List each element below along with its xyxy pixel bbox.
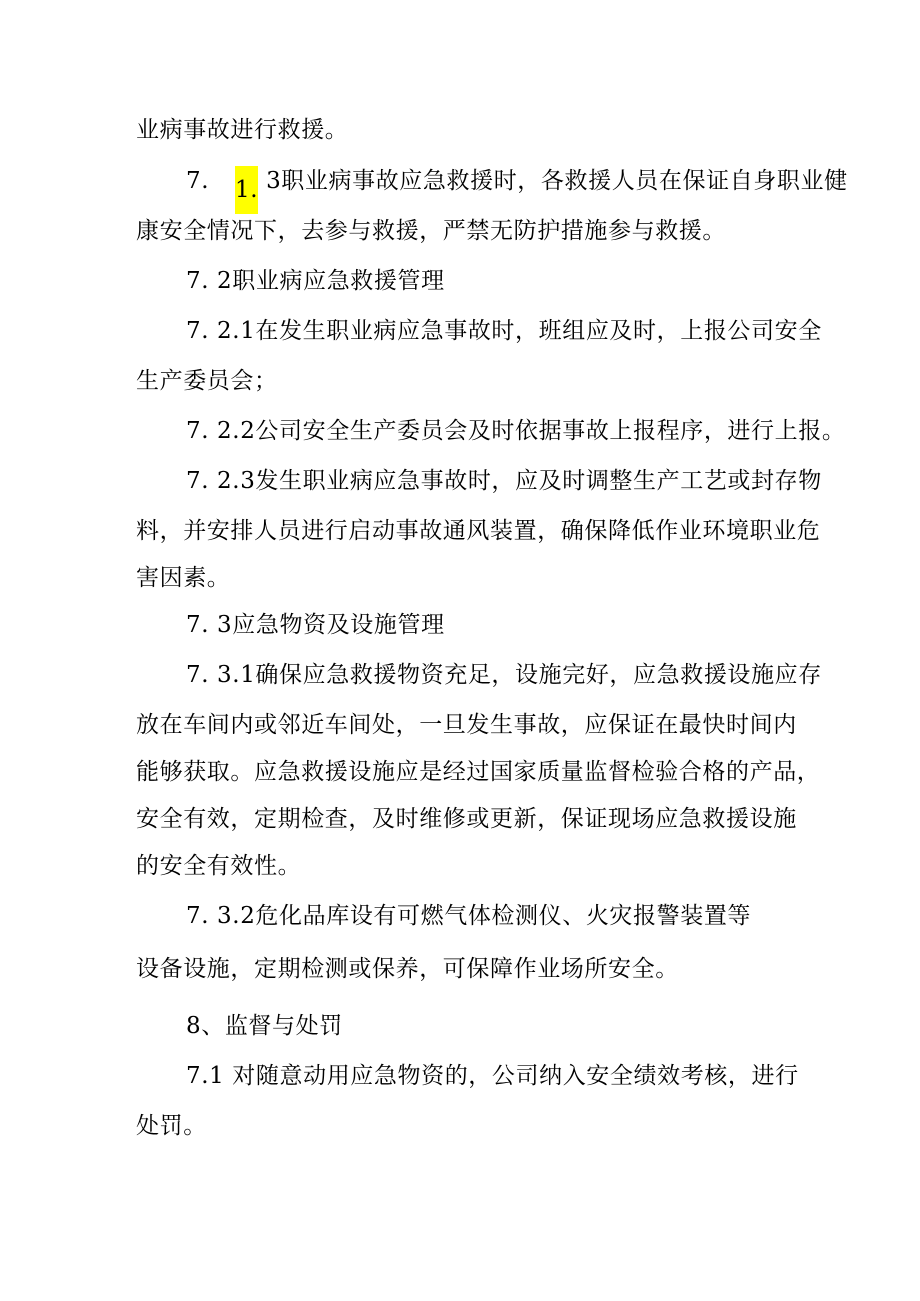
text-line: 7. 3应急物资及设施管理	[186, 612, 445, 638]
text-line: 害因素。	[136, 565, 231, 591]
text-line: 放在车间内或邻近车间处，一旦发生事故，应保证在最快时间内	[136, 712, 797, 738]
text-line: 的安全有效性。	[136, 853, 302, 879]
text-line: 康安全情况下，去参与救援，严禁无防护措施参与救援。	[136, 218, 726, 244]
text-line: 生产委员会；	[136, 368, 278, 394]
text-line: 料，并安排人员进行启动事故通风装置，确保降低作业环境职业危	[136, 518, 821, 544]
highlight-mark: 1.	[235, 166, 258, 214]
text-line: 7. 3.2危化品库设有可燃气体检测仪、火灾报警装置等	[186, 903, 752, 929]
text-span: 3职业病事故应急救援时，各救援人员在保证自身职业健	[266, 168, 848, 194]
text-line: 设备设施，定期检测或保养，可保障作业场所安全。	[136, 956, 679, 982]
text-line: 7. 2.2公司安全生产委员会及时依据事故上报程序，进行上报。	[186, 418, 846, 444]
text-line: 7. 2.1在发生职业病应急事故时，班组应及时，上报公司安全	[186, 318, 822, 344]
section-number: 7.	[186, 168, 210, 194]
text-line	[186, 166, 848, 214]
text-line: 7. 2.3发生职业病应急事故时，应及时调整生产工艺或封存物	[186, 468, 822, 494]
text-line: 7. 3.1确保应急救援物资充足，设施完好，应急救援设施应存	[186, 662, 822, 688]
text-line: 业病事故进行救援。	[136, 117, 349, 143]
text-line: 处罚。	[136, 1113, 207, 1139]
text-line: 能够获取。应急救援设施应是经过国家质量监督检验合格的产品，	[136, 759, 821, 785]
text-line: 8、监督与处罚	[186, 1013, 343, 1039]
text-line: 安全有效，定期检查，及时维修或更新，保证现场应急救援设施	[136, 806, 797, 832]
text-line: 7.1 对随意动用应急物资的，公司纳入安全绩效考核，进行	[186, 1063, 799, 1089]
text-line: 7. 2职业病应急救援管理	[186, 268, 445, 294]
